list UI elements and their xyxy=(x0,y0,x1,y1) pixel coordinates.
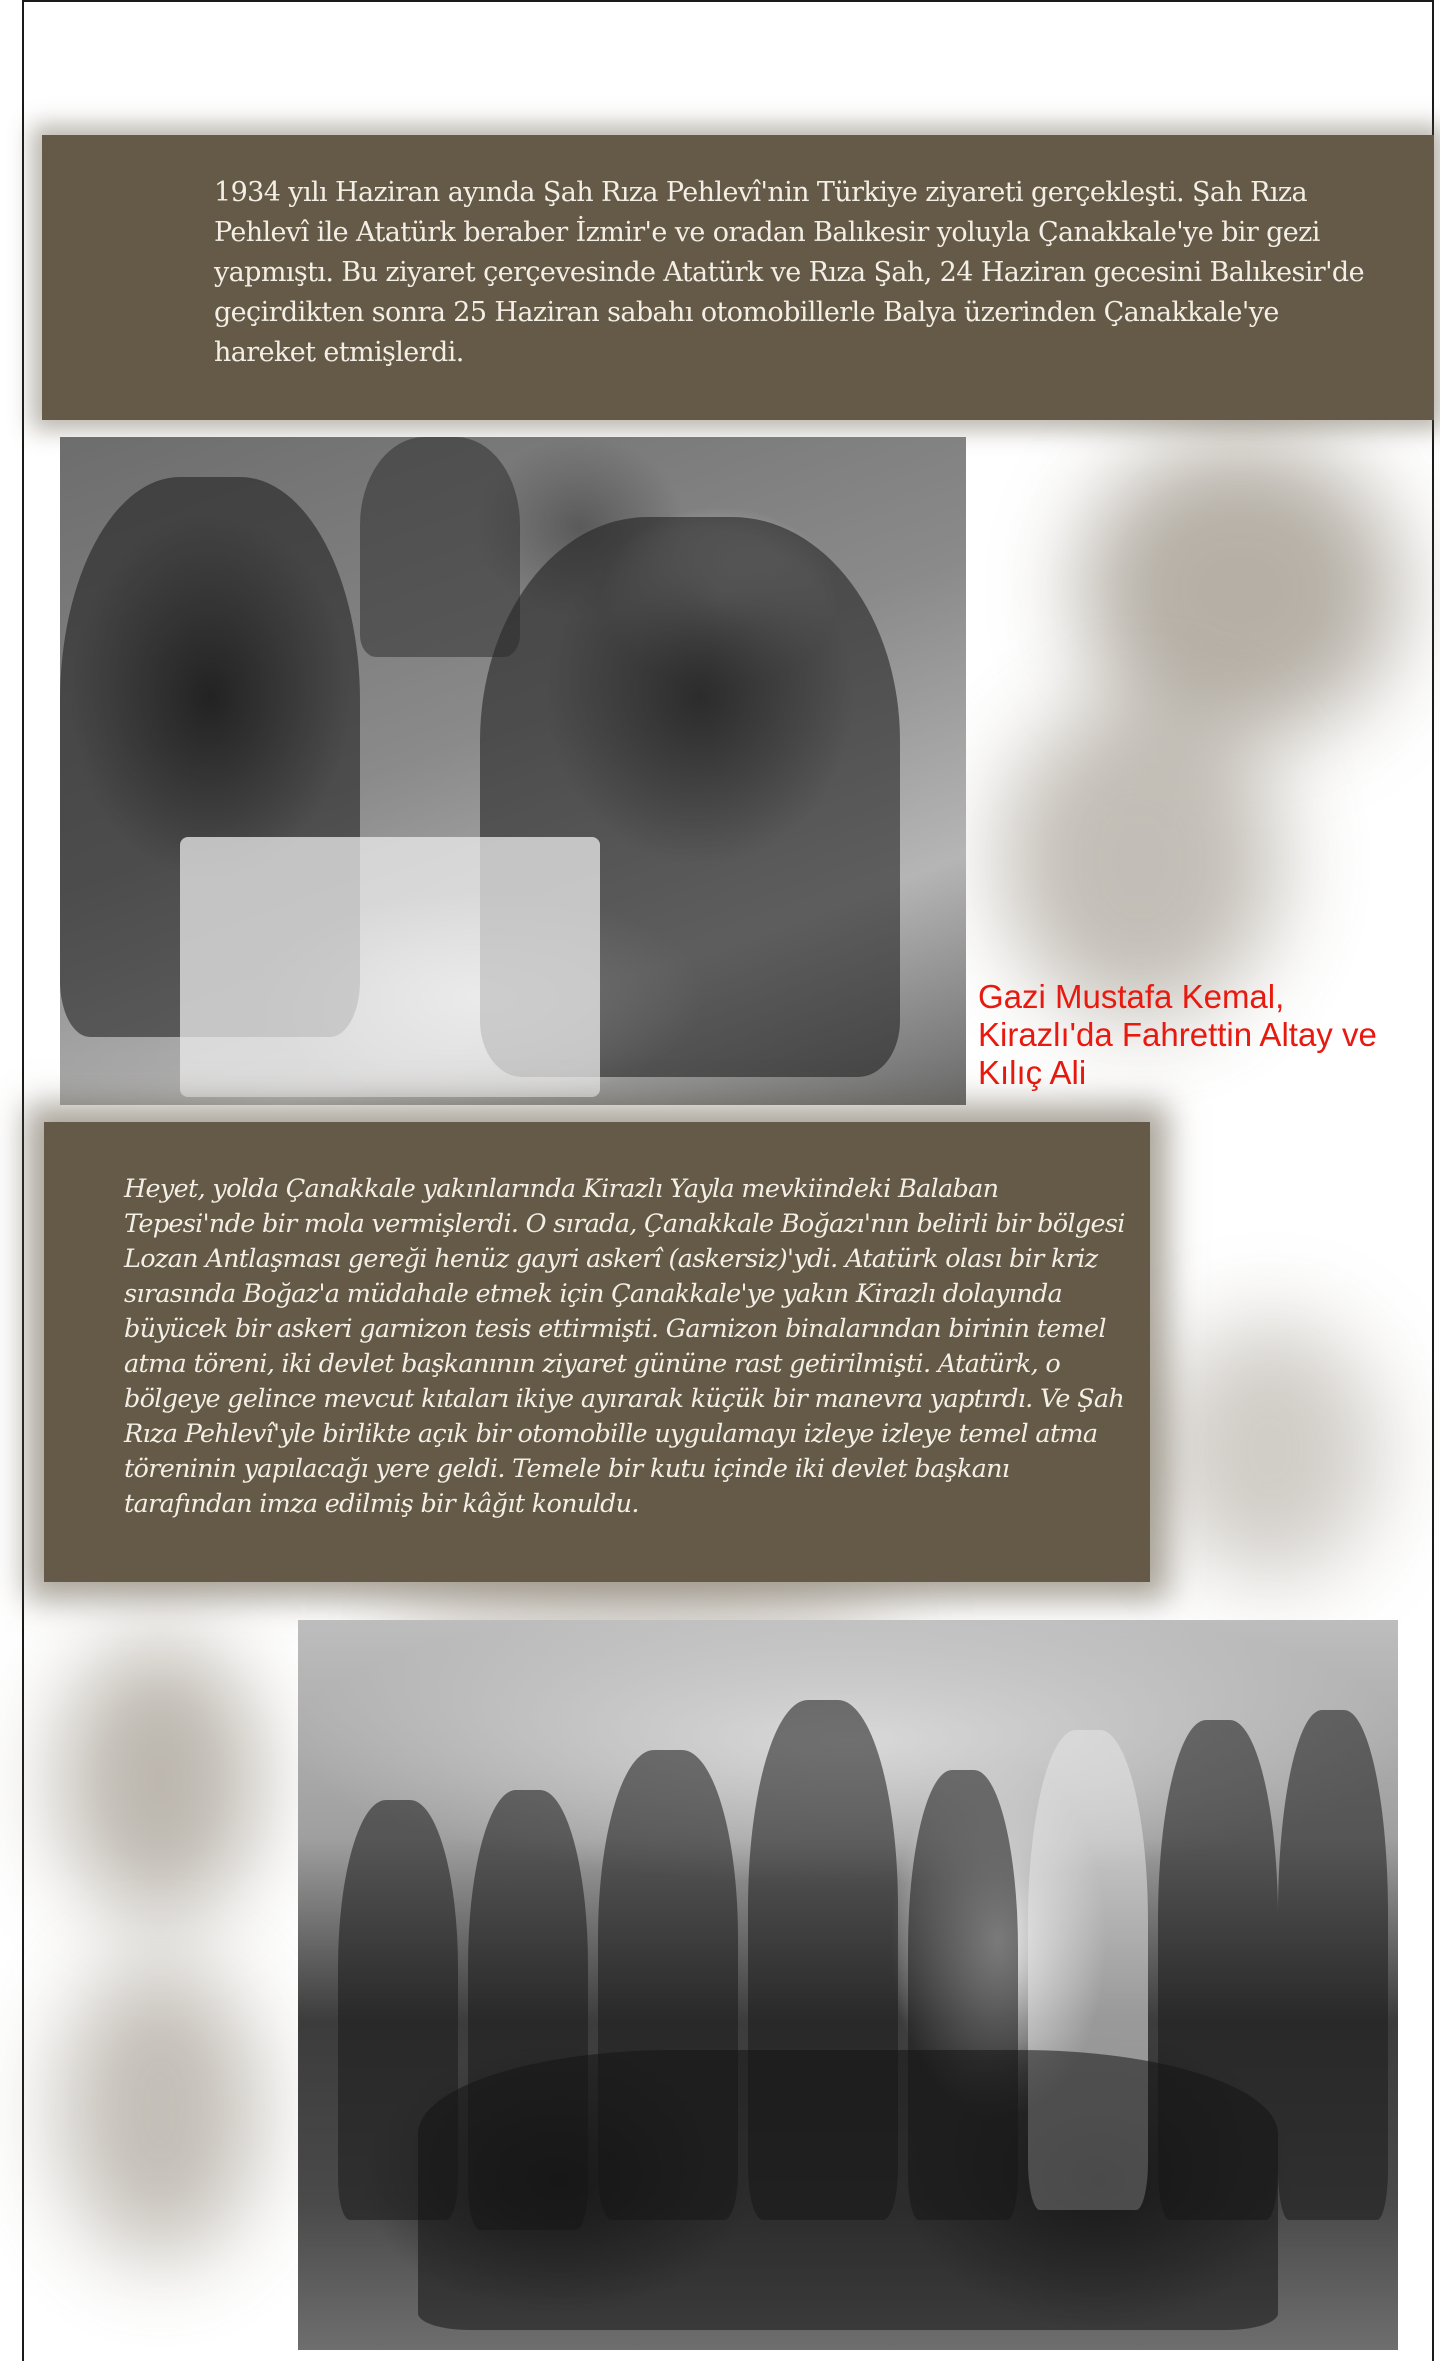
detail-paragraph: Heyet, yolda Çanakkale yakınlarında Kirazlı Yayla mevkiindeki Balaban Tepesi'nde bir mola vermişlerdi. O sırada, Çanakkale Boğazı'nın belirli bir bölgesi Lozan Antlaşması gereği henüz gayri askerî (askersiz)'ydi. Atatürk olası bir kriz sırasında Boğaz'a müdahale etmek için Çanakkale'ye yakın Kirazlı dolayında büyücek bir askeri garnizon tesis ettirmişti. Garnizon binalarından birinin temel atma töreni, iki devlet başkanının ziyaret gününe rast getirilmişti. Atatürk, o bölgeye gelince mevcut kıtaları ikiye ayırarak küçük bir manevra yaptırdı. Ve Şah Rıza Pehlevî'yle birlikte açık bir otomobille uygulamayı izleye izleye temel atma töreninin yapılacağı yere geldi. Temele bir kutu içinde iki devlet başkanı tarafından imza edilmiş bir kâğıt konuldu. xyxy=(124,1174,1125,1519)
photo-figure xyxy=(418,2050,1278,2330)
photo-caption: Gazi Mustafa Kemal, Kirazlı'da Fahrettin Altay ve Kılıç Ali xyxy=(978,978,1377,1091)
detail-band xyxy=(44,1122,1150,1582)
decorative-shadow xyxy=(1000,700,1280,1020)
decorative-shadow xyxy=(1080,440,1400,740)
photo-figure xyxy=(360,437,520,657)
decorative-shadow xyxy=(60,1640,260,1920)
intro-paragraph: 1934 yılı Haziran ayında Şah Rıza Pehlevî'nin Türkiye ziyareti gerçekleşti. Şah Rıza Pehlevî ile Atatürk beraber İzmir'e ve oradan Balıkesir yoluyla Çanakkale'ye bir gezi yapmıştı. Bu ziyaret çerçevesinde Atatürk ve Rıza Şah, 24 Haziran gecesini Balıkesir'de geçirdikten sonra 25 Haziran sabahı otomobillerle Balya üzerinden Çanakkale'ye hareket etmişlerdi. xyxy=(214,177,1364,368)
photo-map-sheet xyxy=(180,837,600,1097)
photo-figure xyxy=(1278,1710,1388,2220)
decorative-shadow xyxy=(1160,1320,1380,1580)
photo-group-officers xyxy=(298,1620,1398,2350)
decorative-shadow xyxy=(60,1960,260,2260)
intro-band xyxy=(42,135,1434,420)
photo-map-reading xyxy=(60,437,966,1105)
